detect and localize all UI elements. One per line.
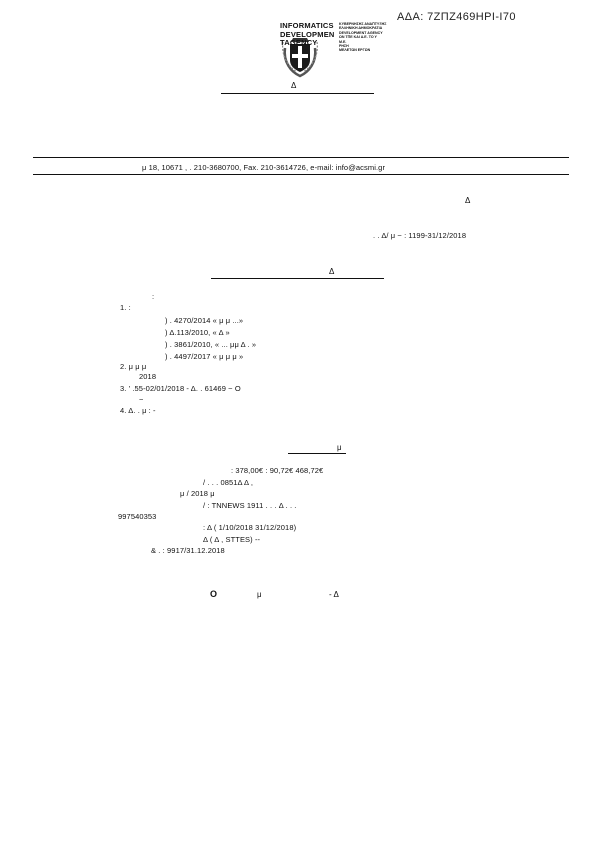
logo-small-2: ΕΛΛΗΝΙΚΗ ΔΗΜΟΚΡΑΤΙΑ (339, 26, 383, 31)
decision-line-5: 997540353 (118, 512, 157, 521)
consideration-item-1c: ) . 3861/2010, « ... μμ Δ . » (165, 340, 257, 349)
logo-wordmark (280, 22, 335, 48)
address-top-rule (33, 157, 569, 158)
decision-line-4: / : TNNEWS 1911 . . . Δ . . . (203, 501, 297, 510)
address-bottom-rule (33, 174, 569, 175)
header-title: Δ (291, 81, 297, 90)
consideration-item-2: 2. μ μ μ (120, 362, 147, 371)
consideration-item-1b: ) Δ.113/2010, « Δ » (165, 328, 230, 337)
logo-line-3: TAGENCY (280, 38, 318, 47)
footer-dash-delta: - Δ (329, 590, 339, 599)
footer-mu: μ (257, 590, 262, 599)
decision-line-6: : Δ ( 1/10/2018 31/12/2018) (203, 523, 297, 532)
header-title-underline (221, 93, 374, 94)
decision-line-2: / . . . 0851Δ Δ , (203, 478, 254, 487)
logo-small-4: ΩΝ ΤΠΕ ΚΑΙ Α.Ε. ΤΟ Υ (339, 35, 377, 40)
logo-small-text (339, 22, 386, 53)
section-title: Δ (329, 267, 335, 276)
consideration-item-3-cont: − (139, 395, 144, 404)
consideration-item-1a: ) . 4270/2014 « μ μ ...» (165, 316, 244, 325)
decision-title-underline (288, 453, 346, 454)
decision-line-8: & . : 9917/31.12.2018 (151, 546, 225, 555)
consideration-item-2-cont: 2018 (139, 372, 157, 381)
footer-o: Ο (210, 589, 218, 599)
logo-small-6: ΡΗΣΗ (339, 44, 349, 49)
reference-line: . . Δ/ μ − : 1199-31/12/2018 (373, 231, 467, 240)
decision-line-3: μ / 2018 μ (180, 489, 215, 498)
section-title-underline (211, 278, 384, 279)
decision-title: μ (337, 443, 342, 452)
considerations-intro: : (152, 292, 155, 301)
logo-line-2: DEVELOPMEN (280, 29, 335, 39)
decision-line-1: : 378,00€ : 90,72€ 468,72€ (231, 466, 324, 475)
consideration-item-1d: ) . 4497/2017 « μ μ μ » (165, 352, 244, 361)
address-line: μ 18, 10671 , . 210-3680700, Fax. 210-3614726, e-mail: info@acsmi.gr (142, 163, 386, 172)
consideration-item-1: 1. : (120, 303, 131, 312)
decision-line-7: Δ ( Δ , STTES) -- (203, 535, 261, 544)
ada-number: ΑΔΑ: 7ΖΠΖ469ΗΡΙ-Ι70 (397, 11, 516, 23)
logo-small-3: DEVELOPMENT AGENCY (339, 30, 383, 35)
consideration-item-3: 3. ' .55-02/01/2018 - Δ. . 61469 − Ο (120, 384, 241, 393)
logo-small-1: ΚΥΒΕΡΝΗΣΗΣ ΑΝΑΠΤΥΞΗΣ (339, 22, 387, 26)
logo-small-7: ΜΕΛΕΤΩΝ ΕΡΓΩΝ (339, 48, 371, 53)
logo-small-5: Μ.Ε. (339, 39, 347, 44)
right-delta: Δ (465, 196, 471, 205)
consideration-item-4: 4. Δ. . μ : - (120, 406, 156, 415)
logo-line-1: INFORMATICS (280, 21, 334, 30)
